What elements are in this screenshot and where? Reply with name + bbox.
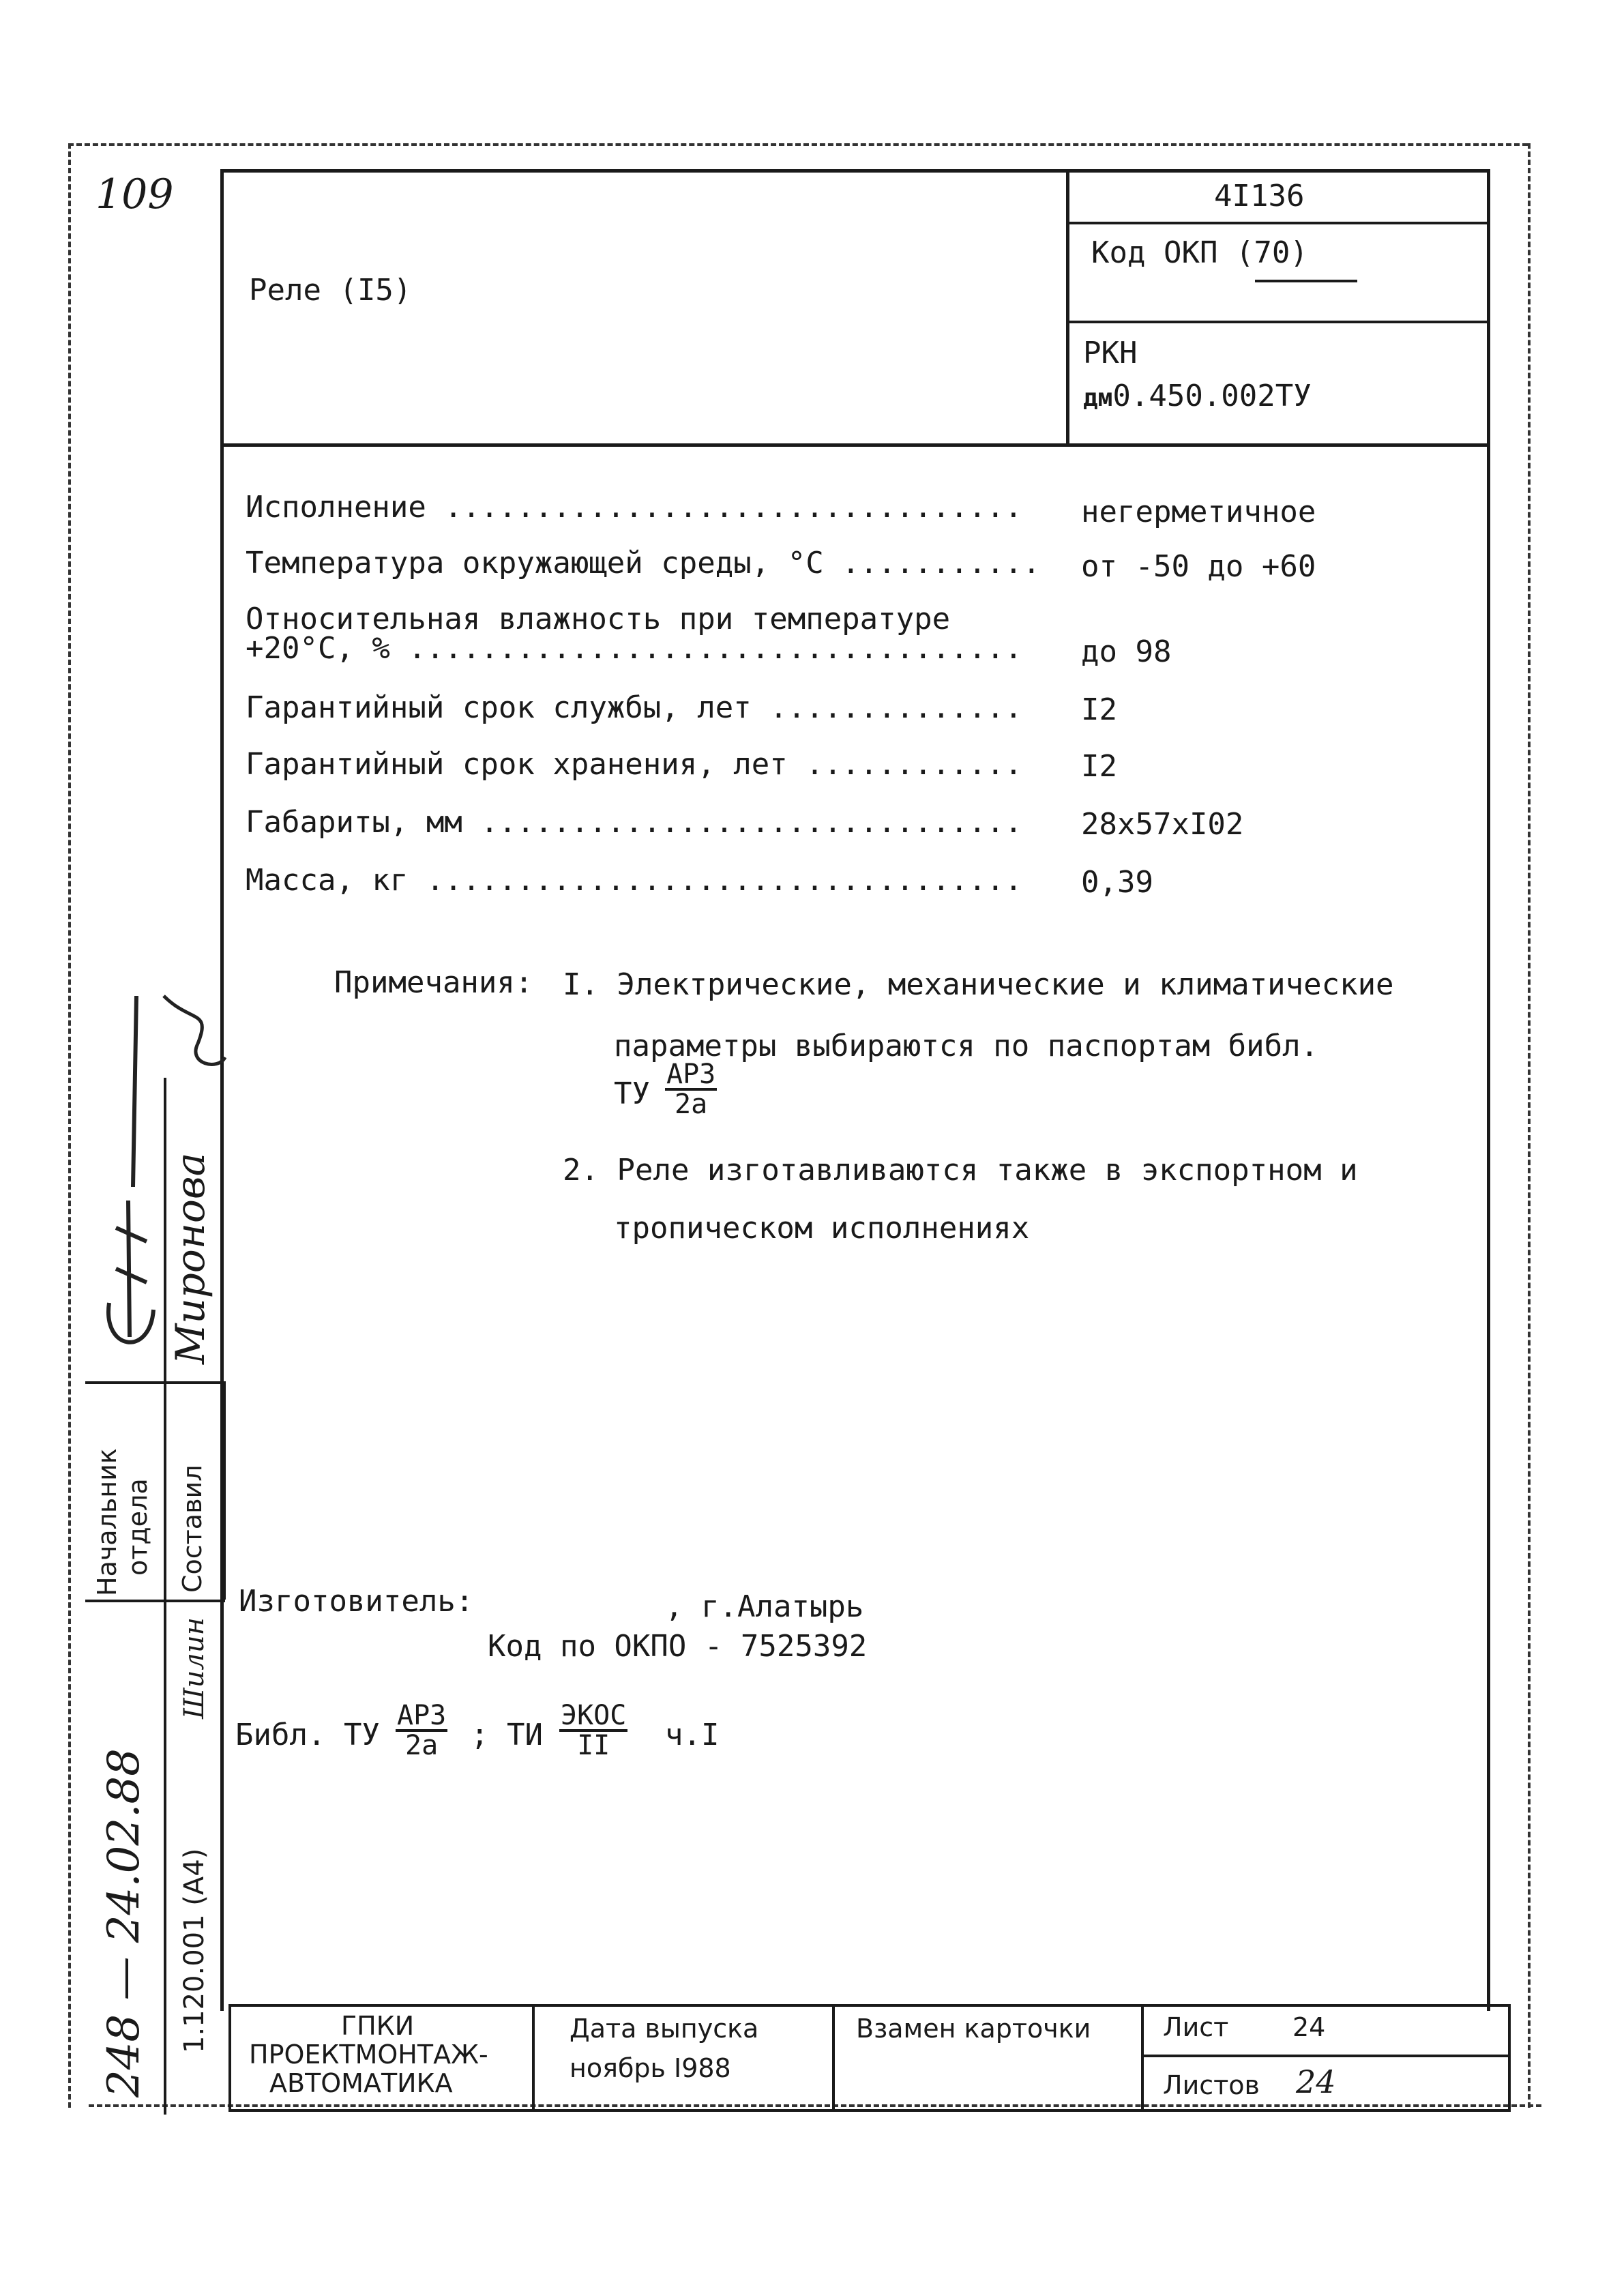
page-number: 109 xyxy=(95,171,174,218)
spec-label: Исполнение ................................ xyxy=(246,490,1023,525)
form-code: 1.120.001 (А4) xyxy=(179,1848,210,2053)
footer-divider-2 xyxy=(832,2004,835,2112)
chief-label-1: Начальник xyxy=(92,1448,122,1596)
handwritten-registration: 248 — 24.02.88 xyxy=(99,1748,149,2098)
org-line-3: АВТОМАТИКА xyxy=(269,2068,453,2098)
header-divider-vertical xyxy=(1066,169,1069,445)
header-border-bottom xyxy=(220,443,1490,447)
document-title: Реле (I5) xyxy=(249,273,412,308)
fraction-numerator: АРЗ xyxy=(666,1059,716,1090)
release-date-label: Дата выпуска xyxy=(570,2014,759,2044)
manufacturer-label: Изготовитель: xyxy=(239,1584,474,1619)
library-part: ч.I xyxy=(665,1718,720,1752)
fraction-denominator: 2а xyxy=(405,1730,439,1761)
spec-value: 28х57хI02 xyxy=(1081,807,1244,842)
outer-border-left xyxy=(68,143,71,2108)
side-rule-mid xyxy=(85,1600,225,1602)
spec-code: 0.450.002ТУ xyxy=(1112,379,1312,413)
note-1-line-2: параметры выбираются по паспортам библ. xyxy=(614,1029,1319,1063)
org-line-1: ГПКИ xyxy=(341,2011,415,2041)
org-line-2: ПРОЕКТМОНТАЖ- xyxy=(249,2040,488,2070)
outer-border-right xyxy=(1528,143,1531,2108)
library-prefix: Библ. ТУ xyxy=(235,1718,380,1752)
note-1-fraction xyxy=(665,1061,717,1118)
spec-label: Габариты, мм .............................. xyxy=(246,805,1023,840)
chief-label-2: отдела xyxy=(123,1478,153,1576)
spec-label: Масса, кг ................................. xyxy=(246,863,1023,898)
sheets-label: Листов xyxy=(1163,2070,1260,2100)
note-2-line-1: 2. Реле изготавливаются также в экспортном и xyxy=(563,1153,1358,1188)
footer-divider-1 xyxy=(532,2004,535,2112)
release-date-value: ноябрь I988 xyxy=(570,2053,731,2083)
note-2-line-2: тропическом исполнениях xyxy=(614,1211,1030,1246)
spec-label: Относительная влажность при температуре xyxy=(246,602,951,636)
fraction-denominator: 2а xyxy=(675,1089,708,1120)
header-border-top xyxy=(220,169,1490,173)
outer-border-top xyxy=(68,143,1528,146)
compiler-signature: Миронова xyxy=(167,1152,213,1364)
footer-border-bottom xyxy=(228,2109,1511,2112)
footer-border-left xyxy=(228,2004,231,2112)
compiled-by-label: Составил xyxy=(177,1465,207,1593)
notes-heading: Примечания: xyxy=(334,965,533,1000)
side-rule-top xyxy=(85,1381,225,1384)
library-separator: ; ТИ xyxy=(471,1718,543,1752)
spec-label: Температура окружающей среды, °С ........... xyxy=(246,546,1041,580)
library-tu-fraction xyxy=(396,1702,447,1759)
library-ti-fraction xyxy=(559,1702,627,1759)
spec-number xyxy=(1083,379,1312,413)
side-divider-vertical xyxy=(164,1078,166,2115)
spec-label: Гарантийный срок службы, лет .............. xyxy=(246,690,1023,725)
spec-value: 0,39 xyxy=(1081,865,1153,900)
replaces-card-label: Взамен карточки xyxy=(856,2014,1091,2044)
note-1-line-1: I. Электрические, механические и климатические xyxy=(563,967,1394,1002)
small-signature: Шилин xyxy=(179,1617,210,1719)
spec-value: от -50 до +60 xyxy=(1081,549,1316,584)
footer-border-right xyxy=(1508,2004,1511,2112)
fraction-numerator: АРЗ xyxy=(397,1700,447,1731)
sheets-value: 24 xyxy=(1296,2063,1336,2100)
side-divider-vertical-2 xyxy=(223,1381,226,1600)
okp-code: Код ОКП (70) xyxy=(1091,235,1308,270)
spec-value: I2 xyxy=(1081,692,1117,727)
okp-rule xyxy=(1066,321,1490,323)
footer-sheet-rule xyxy=(1141,2055,1511,2057)
footer-border-top xyxy=(228,2004,1511,2007)
spec-label: +20°С, % .................................. xyxy=(246,631,1023,666)
manufacturer-city: , г.Алатырь xyxy=(665,1589,864,1624)
sheet-value: 24 xyxy=(1292,2012,1326,2042)
note-1-tu: ТУ xyxy=(614,1076,650,1111)
spec-value: негерметичное xyxy=(1081,495,1316,529)
footer-divider-3 xyxy=(1141,2004,1144,2112)
spec-value: до 98 xyxy=(1081,634,1172,669)
spec-label: Гарантийный срок хранения, лет ............ xyxy=(246,747,1023,782)
card-number-rule xyxy=(1066,222,1490,224)
fraction-denominator: II xyxy=(577,1730,610,1761)
sheet-label: Лист xyxy=(1163,2012,1229,2042)
outer-border-bottom xyxy=(89,2104,1541,2107)
card-number: 4I136 xyxy=(1214,179,1305,214)
okp-underline xyxy=(1255,280,1357,282)
fraction-numerator: ЭКОС xyxy=(561,1700,627,1731)
spec-value: I2 xyxy=(1081,749,1117,784)
okpo-code: Код по ОКПО - 7525392 xyxy=(488,1629,868,1664)
rkn-label: РКН xyxy=(1083,336,1138,370)
spec-prefix: дм xyxy=(1083,384,1113,412)
approval-mark xyxy=(150,982,232,1085)
